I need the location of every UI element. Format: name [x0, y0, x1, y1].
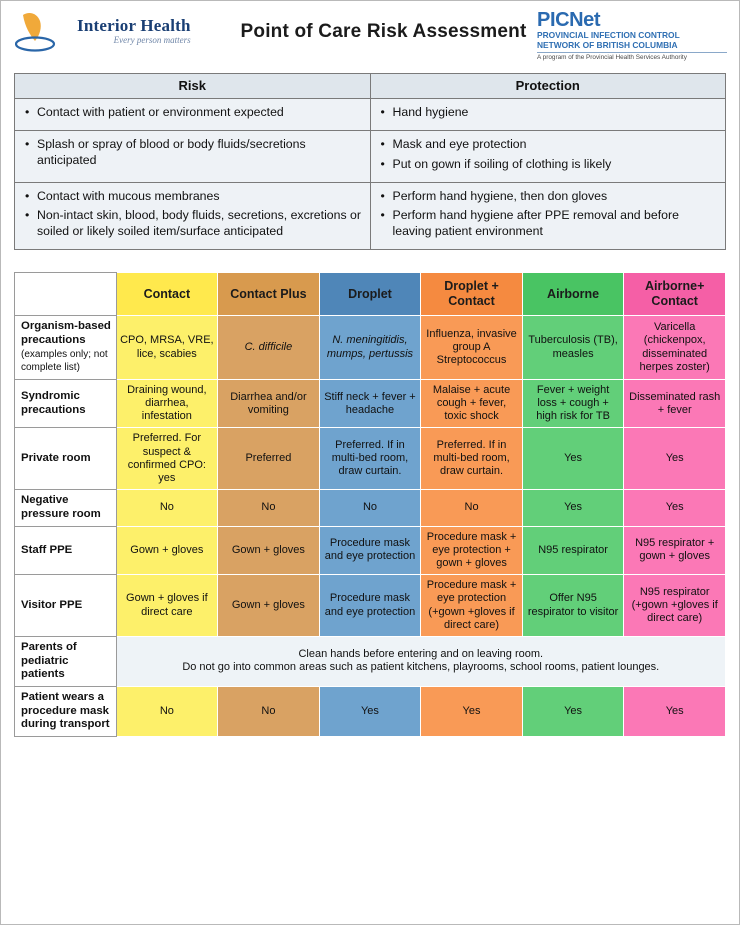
cell-staffppe-airborne: N95 respirator — [522, 526, 624, 575]
cell-syndromic-airborne-contact: Disseminated rash + fever — [624, 379, 726, 428]
cell-private-contact-plus: Preferred — [218, 428, 320, 490]
brand-name: Interior Health — [77, 16, 191, 35]
cell-transport-contact: No — [116, 686, 218, 736]
matrix-row-pediatric-parents — [15, 636, 726, 686]
cell-private-airborne: Yes — [522, 428, 624, 490]
cell-negpressure-airborne: Yes — [522, 490, 624, 526]
picnet-subtitle — [537, 31, 727, 50]
row-header-transport-mask: Patient wears a procedure mask during transport — [15, 686, 117, 736]
cell-transport-airborne-contact: Yes — [624, 686, 726, 736]
matrix-header-row — [15, 273, 726, 316]
table-row — [15, 131, 726, 183]
cell-negpressure-airborne-contact: Yes — [624, 490, 726, 526]
matrix-row-syndromic — [15, 379, 726, 428]
cell-visitorppe-contact: Gown + gloves if direct care — [116, 575, 218, 637]
cell-syndromic-contact: Draining wound, diarrhea, infestation — [116, 379, 218, 428]
risk-protection-table — [14, 73, 726, 250]
cell-syndromic-droplet-contact: Malaise + acute cough + fever, toxic shock — [421, 379, 523, 428]
list-item: • Splash or spray of blood or body fluids/secretions anticipated — [37, 136, 362, 171]
row-header-visitor-ppe: Visitor PPE — [15, 575, 117, 637]
picnet-subtitle-line2: NETWORK OF BRITISH COLUMBIA — [537, 39, 678, 50]
matrix-row-negative-pressure — [15, 490, 726, 526]
cell-transport-airborne: Yes — [522, 686, 624, 736]
cell-organism-droplet-contact: Influenza, invasive group A Streptococcus — [421, 316, 523, 380]
picnet-subtitle-line1: PROVINCIAL INFECTION CONTROL — [537, 30, 680, 40]
protection-cell — [370, 131, 726, 183]
risk-cell — [15, 131, 371, 183]
cell-syndromic-airborne: Fever + weight loss + cough + high risk for TB — [522, 379, 624, 428]
cell-visitorppe-airborne-contact: N95 respirator (+gown +gloves if direct care) — [624, 575, 726, 637]
cell-transport-droplet: Yes — [319, 686, 421, 736]
column-header-airborne-contact: Airborne+ Contact — [624, 273, 726, 316]
cell-negpressure-droplet-contact: No — [421, 490, 523, 526]
cell-negpressure-contact-plus: No — [218, 490, 320, 526]
table-header-row — [15, 74, 726, 99]
cell-negpressure-contact: No — [116, 490, 218, 526]
column-header-protection: Protection — [370, 74, 726, 99]
cell-organism-airborne-contact: Varicella (chickenpox, disseminated herpes zoster) — [624, 316, 726, 380]
cell-staffppe-airborne-contact: N95 respirator + gown + gloves — [624, 526, 726, 575]
cell-staffppe-droplet: Procedure mask and eye protection — [319, 526, 421, 575]
row-header-syndromic: Syndromic precautions — [15, 379, 117, 428]
list-item: • Hand hygiene — [393, 104, 718, 123]
cell-negpressure-droplet: No — [319, 490, 421, 526]
cell-staffppe-contact: Gown + gloves — [116, 526, 218, 575]
cell-organism-contact: CPO, MRSA, VRE, lice, scabies — [116, 316, 218, 380]
list-item: • Contact with mucous membranes — [37, 188, 362, 207]
row-header-label: Organism-based precautions — [21, 320, 111, 346]
column-header-contact: Contact — [116, 273, 218, 316]
list-item: • Perform hand hygiene after PPE removal and before leaving patient environment — [393, 207, 718, 242]
column-header-droplet: Droplet — [319, 273, 421, 316]
row-header-staff-ppe: Staff PPE — [15, 526, 117, 575]
cell-transport-droplet-contact: Yes — [421, 686, 523, 736]
cell-private-droplet: Preferred. If in multi-bed room, draw curtain. — [319, 428, 421, 490]
matrix-row-transport-mask — [15, 686, 726, 736]
matrix-corner-cell — [15, 273, 117, 316]
precautions-matrix — [14, 272, 726, 737]
picnet-logo — [537, 9, 727, 61]
cell-organism-droplet: N. meningitidis, mumps, pertussis — [319, 316, 421, 380]
column-header-risk: Risk — [15, 74, 371, 99]
cell-syndromic-contact-plus: Diarrhea and/or vomiting — [218, 379, 320, 428]
cell-organism-airborne: Tuberculosis (TB), measles — [522, 316, 624, 380]
cell-staffppe-contact-plus: Gown + gloves — [218, 526, 320, 575]
page-header — [11, 7, 729, 65]
row-header-pediatric-parents: Parents of pediatric patients — [15, 636, 117, 686]
column-header-droplet-contact: Droplet + Contact — [421, 273, 523, 316]
risk-cell — [15, 183, 371, 250]
column-header-contact-plus: Contact Plus — [218, 273, 320, 316]
row-header-note: (examples only; not complete list) — [21, 348, 108, 374]
list-item: • Contact with patient or environment expected — [37, 104, 362, 123]
matrix-row-staff-ppe — [15, 526, 726, 575]
protection-cell — [370, 99, 726, 131]
picnet-name: PICNet — [537, 9, 601, 31]
list-item: • Put on gown if soiling of clothing is likely — [393, 156, 718, 175]
cell-private-droplet-contact: Preferred. If in multi-bed room, draw curtain. — [421, 428, 523, 490]
interior-health-logo — [15, 9, 230, 53]
precautions-matrix-wrapper — [14, 272, 726, 737]
list-item: • Non-intact skin, blood, body fluids, secretions, excretions or soiled or likely soiled item/surface anticipated — [37, 207, 362, 242]
pediatric-note-line2: Do not go into common areas such as patient kitchens, playrooms, school rooms, patient lounges. — [182, 661, 660, 674]
page-title: Point of Care Risk Assessment — [240, 21, 527, 42]
interior-health-mark-icon — [15, 9, 71, 53]
pediatric-note-line1: Clean hands before entering and on leaving room. — [298, 648, 544, 661]
row-header-negative-pressure: Negative pressure room — [15, 490, 117, 526]
cell-visitorppe-droplet-contact: Procedure mask + eye protection (+gown +gloves if direct care) — [421, 575, 523, 637]
risk-cell — [15, 99, 371, 131]
row-header-organism-based — [15, 316, 117, 380]
cell-visitorppe-contact-plus: Gown + gloves — [218, 575, 320, 637]
cell-syndromic-droplet: Stiff neck + fever + headache — [319, 379, 421, 428]
cell-transport-contact-plus: No — [218, 686, 320, 736]
picnet-note: A program of the Provincial Health Services Authority — [537, 52, 727, 61]
matrix-row-private-room — [15, 428, 726, 490]
cell-pediatric-parents-note — [116, 636, 725, 686]
column-header-airborne: Airborne — [522, 273, 624, 316]
cell-visitorppe-airborne: Offer N95 respirator to visitor — [522, 575, 624, 637]
list-item: • Perform hand hygiene, then don gloves — [393, 188, 718, 207]
protection-cell — [370, 183, 726, 250]
cell-private-airborne-contact: Yes — [624, 428, 726, 490]
cell-visitorppe-droplet: Procedure mask and eye protection — [319, 575, 421, 637]
list-item: • Mask and eye protection — [393, 136, 718, 155]
row-header-private-room: Private room — [15, 428, 117, 490]
cell-staffppe-droplet-contact: Procedure mask + eye protection + gown + gloves — [421, 526, 523, 575]
table-row — [15, 99, 726, 131]
brand-tagline: Every person matters — [113, 35, 191, 45]
matrix-row-visitor-ppe — [15, 575, 726, 637]
matrix-row-organism-based — [15, 316, 726, 380]
cell-organism-contact-plus: C. difficile — [218, 316, 320, 380]
table-row — [15, 183, 726, 250]
cell-private-contact: Preferred. For suspect & confirmed CPO: yes — [116, 428, 218, 490]
